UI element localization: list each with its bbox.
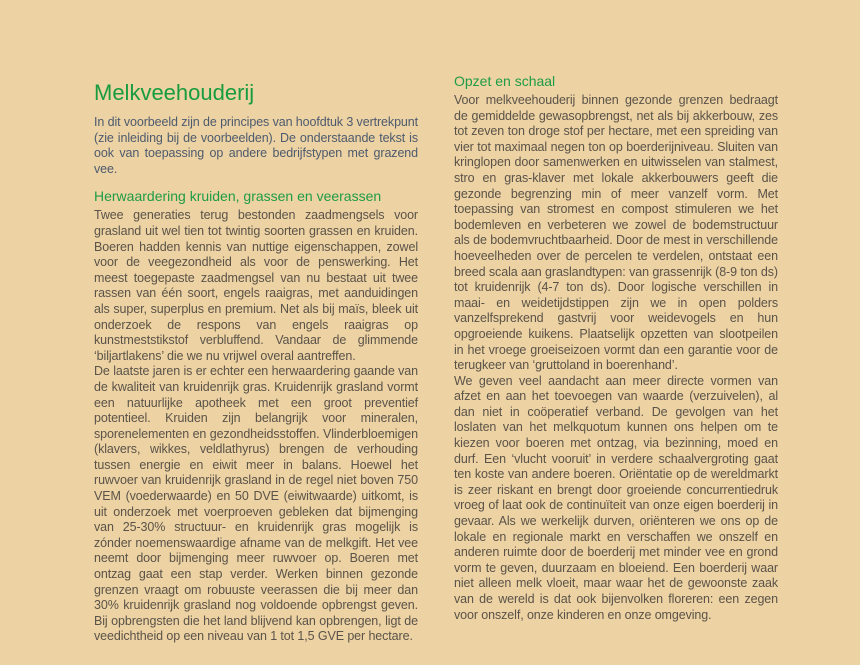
paragraph: Voor melkveehouderij binnen gezonde grenzen bedraagt de gemiddelde gewasopbrengst, net als bij akkerbouw, zes tot zeven ton droge stof per hectare, met een spreiding van vier tot maximaal negen ton op boerderijniveau. Sluiten van kringlopen door samenwerken en uitwisselen van stalmest, stro en gras-klaver met lokale akkerbouwers geeft die gezonde begrenzing min of meer vanzelf vorm. Met toepassing van stromest en compost stimuleren we het bodemleven en verbeteren we zowel de bodemstructuur als de bodemvruchtbaarheid. Door de mest in verschillende hoeveelheden over de percelen te verdelen, ontstaat een breed scala aan graslandtypen: van grassenrijk (8-9 ton ds) tot kruidenrijk (4-7 ton ds). Door logische verschillen in maai- en weidetijdstippen zijn we in open polders vanzelfsprekend gastvrij voor weidevogels en hun opgroeiende kuikens. Plaatselijk opzetten van slootpeilen in het vroege groeiseizoen vormt dan een garantie voor de terugkeer van ‘gruttoland in boerenhand’. <box>454 93 778 373</box>
paragraph: De laatste jaren is er echter een herwaardering gaande van de kwaliteit van kruidenrijk gras. Kruidenrijk grasland vormt een natuurlijke apotheek met een groot preventief potentieel. Kruiden zijn belangrijk voor mineralen, sporenelementen en gezondheidsstoffen. Vlinderbloemigen (klavers, wikkes, veldlathyrus) brengen de verhouding tussen energie en eiwit meer in balans. Hoewel het ruwvoer van kruidenrijk grasland in de regel niet boven 750 VEM (voederwaarde) en 50 DVE (eiwitwaarde) uitkomt, is uit onderzoek met voerproeven gebleken dat bijmenging van 25-30% structuur- en kruidenrijk gras mogelijk is zónder noemenswaardige afname van de melkgift. Het vee neemt door bijmenging meer ruwvoer op. Boeren met ontzag gaat een stap verder. Werken binnen gezonde grenzen vraagt om robuuste veerassen die bij meer dan 30% kruidenrijk grasland nog voldoende opbrengst geven. Bij opbrengsten die het land blijvend kan opbrengen, ligt de veedichtheid op een niveau van 1 tot 1,5 GVE per hectare. <box>94 364 418 644</box>
right-column-body <box>454 93 778 623</box>
paragraph: Twee generaties terug bestonden zaadmengsels voor grasland uit wel tien tot twintig soorten grassen en kruiden. Boeren hadden kennis van nuttige eigenschappen, zowel voor de veegezondheid als voor de penswerking. Het meest toegepaste zaadmengsel van nu bestaat uit twee rassen van één soort, engels raaigras, met aanduidingen als super, superplus en premium. Net als bij maïs, bleek uit onderzoek de respons van engels raaigras op kunstmeststikstof verbluffend. Vandaar de glimmende ‘biljartlakens’ die we nu vrijwel overal aantreffen. <box>94 208 418 363</box>
paragraph: We geven veel aandacht aan meer directe vormen van afzet en aan het toevoegen van waarde (verzuivelen), al dan niet in coöperatief verband. De gevolgen van het loslaten van het melkquotum kunnen ons helpen om te kiezen voor boeren met ontzag, via bezinning, moed en durf. Een ‘vlucht vooruit’ in verdere schaalvergroting gaat ten koste van andere boeren. Oriëntatie op de wereldmarkt is zeer riskant en brengt door groeiende concurrentiedruk vroeg of laat ook de continuïteit van onze eigen boerderij in gevaar. Als we werkelijk durven, oriënteren we ons op de lokale en regionale markt en verschaffen we onszelf en anderen ruimte door de boerderij met minder vee en grond vorm te geven, duurzaam en bloeiend. Een boerderij waar niet alleen melk vloeit, maar waar het de gewoonste zaak van de wereld is dat ook bijenvolken floreren: een zegen voor onszelf, onze kinderen en onze omgeving. <box>454 373 778 622</box>
right-column <box>454 72 778 623</box>
left-column <box>94 80 418 645</box>
left-column-body <box>94 208 418 645</box>
page-title: Melkveehouderij <box>94 80 255 105</box>
intro-paragraph: In dit voorbeeld zijn de principes van hoofdtuk 3 vertrekpunt (zie inleiding bij de voorbeelden). De onderstaande tekst is ook van toepassing op andere bedrijfstypen met grazend vee. <box>94 115 418 176</box>
section-heading-opzet: Opzet en schaal <box>454 73 556 89</box>
section-heading-herwaardering: Herwaardering kruiden, grassen en veerassen <box>94 188 382 205</box>
